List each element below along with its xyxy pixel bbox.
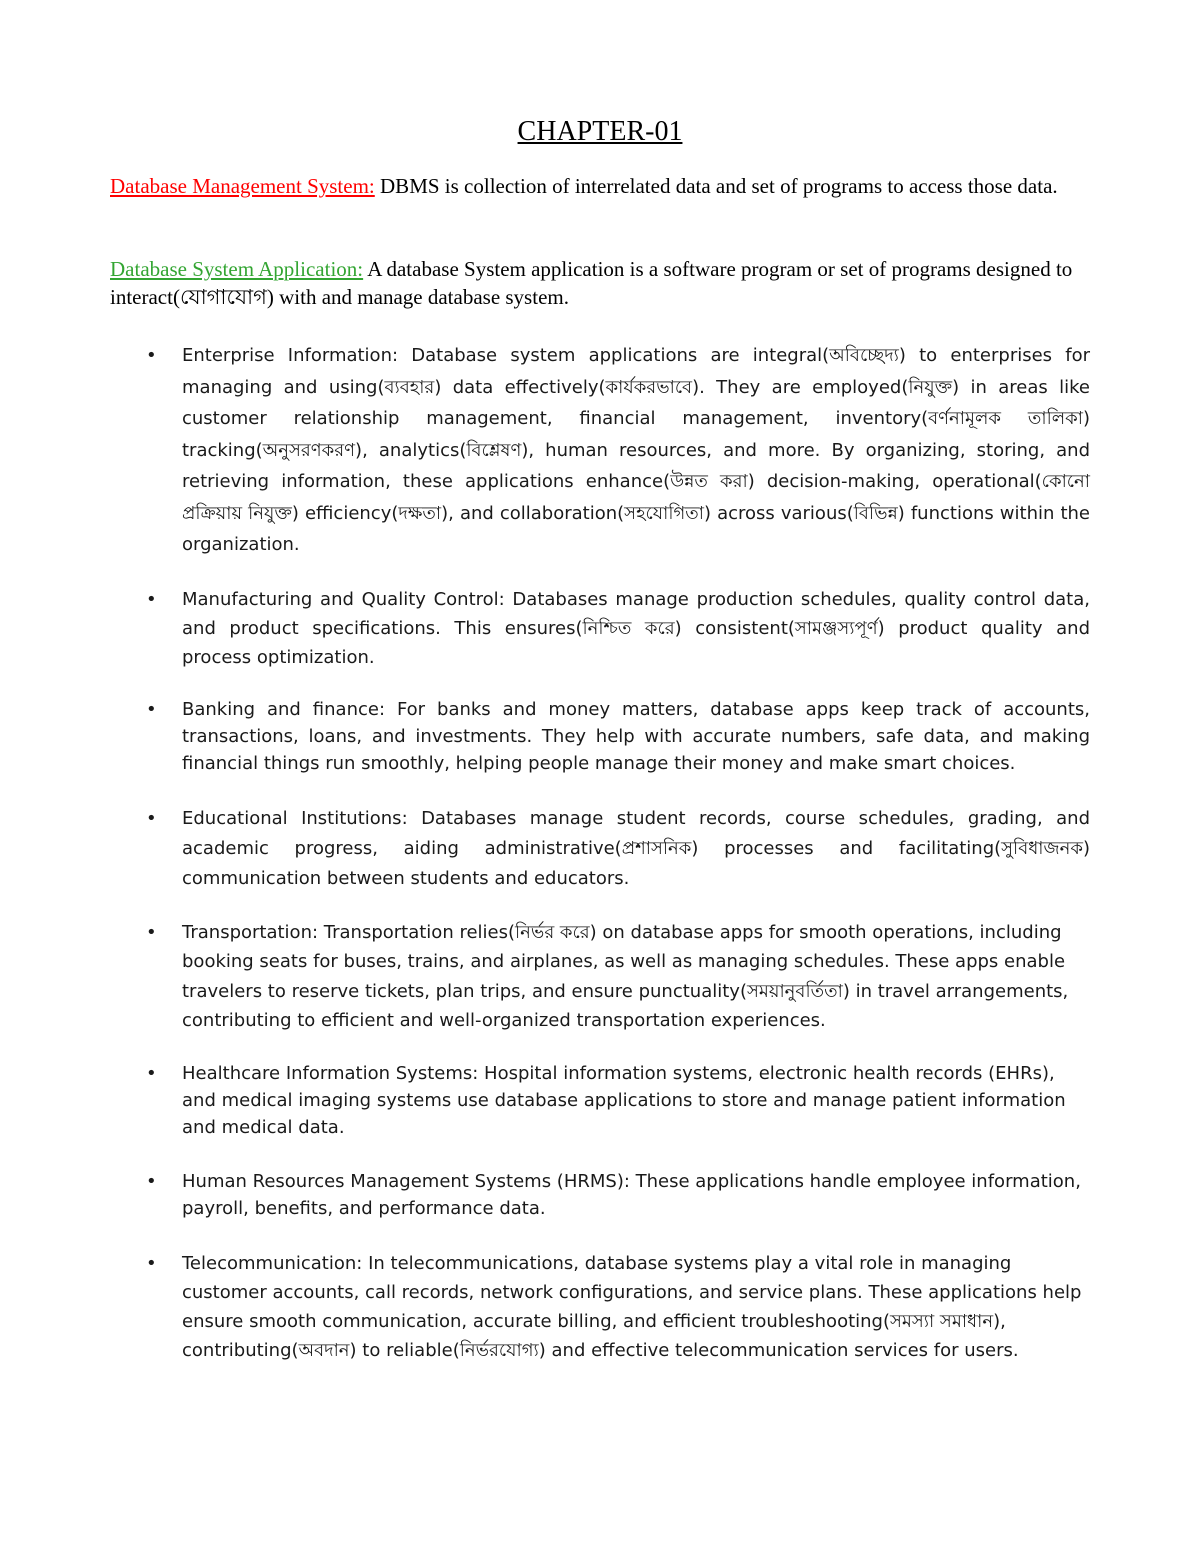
bullet-hrms [110, 1168, 1090, 1222]
bullet-marker: • [146, 921, 157, 943]
bullet-educational [110, 804, 1090, 894]
application-bullet-list [110, 340, 1090, 1365]
bullet-healthcare [110, 1060, 1090, 1141]
definition-dbms-text: DBMS is collection of interrelated data and set of programs to access those data. [374, 174, 1058, 198]
bullet-marker: • [146, 807, 157, 829]
chapter-title: CHAPTER-01 [517, 116, 683, 147]
bullet-text: Manufacturing and Quality Control: Databases manage production schedules, quality control data, and product specifications. This ensures(নিশ্চিত করে) consistent(সামঞ্জস্যপূর্ণ) product quality and process optimization. [182, 588, 1090, 668]
bullet-text: Educational Institutions: Databases manage student records, course schedules, grading, and academic progress, aiding administrative(প্রশাসনিক) processes and facilitating(সুবিধাজনক) communication between students and educators. [182, 807, 1090, 889]
bullet-marker: • [146, 588, 157, 610]
bullet-marker: • [146, 1170, 157, 1192]
bullet-text: Banking and finance: For banks and money matters, database apps keep track of accounts, transactions, loans, and investments. They help with accurate numbers, safe data, and making financial things run smoothly, helping people manage their money and make smart choices. [182, 698, 1090, 774]
bullet-marker: • [146, 698, 157, 720]
bullet-telecommunication [110, 1249, 1090, 1365]
bullet-marker: • [146, 1252, 157, 1274]
definition-dbms [110, 172, 1090, 200]
bullet-marker: • [146, 1062, 157, 1084]
definition-db-application [110, 255, 1090, 311]
bullet-marker: • [146, 345, 157, 366]
bullet-text: Human Resources Management Systems (HRMS): These applications handle employee information, payroll, benefits, and performance data. [182, 1170, 1081, 1219]
bullet-text: Telecommunication: In telecommunications, database systems play a vital role in managing customer accounts, call records, network configurations, and service plans. These applications help ensure smooth communication, accurate billing, and efficient troubleshooting(সমস্যা সমাধান), contributing(অবদান) to reliable(নির্ভরযোগ্য) and effective telecommunication services for users. [182, 1252, 1082, 1361]
definition-dbms-label: Database Management System: [110, 174, 375, 198]
definition-db-application-label: Database System Application: [110, 257, 364, 281]
bullet-manufacturing [110, 585, 1090, 672]
bullet-text: Transportation: Transportation relies(নির্ভর করে) on database apps for smooth operations, including booking seats for buses, trains, and airplanes, as well as managing schedules. These apps enable travelers to reserve tickets, plan trips, and ensure punctuality(সময়ানুবর্তিতা) in travel arrangements, contributing to efficient and well-organized transportation experiences. [182, 921, 1069, 1031]
definition-db-application-text: A database System application is a software program or set of programs designed to interact(যোগাযোগ) with and manage database system. [110, 257, 1073, 309]
bullet-enterprise-information [110, 340, 1090, 561]
bullet-text: Healthcare Information Systems: Hospital information systems, electronic health records (EHRs), and medical imaging systems use database applications to store and manage patient information and medical data. [182, 1062, 1066, 1138]
bullet-text: Enterprise Information: Database system applications are integral(অবিচ্ছেদ্য) to enterprises for managing and using(ব্যবহার) data effectively(কার্যকরভাবে). They are employed(নিযুক্ত) in areas like customer relationship management, financial management, inventory(বর্ণনামূলক তালিকা) tracking(অনুসরণকরণ), analytics(বিশ্লেষণ), human resources, and more. By organizing, storing, and retrieving information, these applications enhance(উন্নত করা) decision-making, operational(কোনো প্রক্রিয়ায় নিযুক্ত) efficiency(দক্ষতা), and collaboration(সহযোগিতা) across various(বিভিন্ন) functions within the organization. [182, 345, 1090, 555]
bullet-transportation [110, 918, 1090, 1036]
bullet-banking [110, 696, 1090, 777]
